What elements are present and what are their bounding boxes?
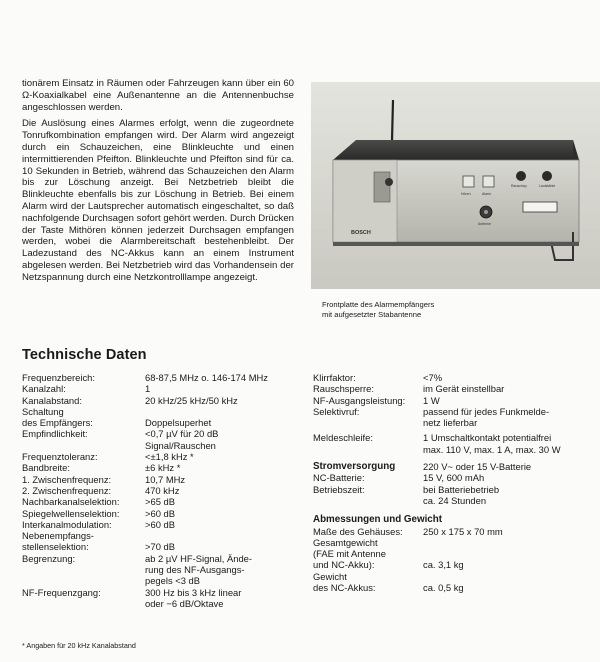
meter-window bbox=[523, 202, 557, 212]
spec-row: Gewicht des NC-Akkus: ca. 0,5 kg bbox=[313, 570, 464, 594]
spec-row: Gesamtgewicht (FAE mit Antenne und NC-Akku): ca. 3,1 kg bbox=[313, 536, 464, 571]
spec-row: NF-Frequenzgang: 300 Hz bis 3 kHz linear oder −6 dB/Oktave bbox=[22, 586, 242, 609]
intro-text bbox=[22, 78, 294, 289]
spec-row: Spiegelwellenselektion: >60 dB bbox=[22, 507, 175, 519]
spec-row: Betriebszeit: bei Batteriebetrieb ca. 24 Stunden bbox=[313, 483, 500, 506]
dims-heading-row bbox=[313, 514, 593, 525]
spec-row: Maße des Gehäuses: 250 x 175 x 70 mm bbox=[313, 525, 503, 537]
spec-row: Nachbarkanalselektion: >65 dB bbox=[22, 496, 175, 508]
spec-row: Bandbreite: ±6 kHz * bbox=[22, 462, 181, 474]
button-alarm bbox=[483, 176, 494, 187]
spec-row: Selektivruf: passend für jedes Funkmelde- netz lieferbar bbox=[313, 405, 550, 429]
svg-text:Rauschsp.: Rauschsp. bbox=[511, 184, 528, 188]
button-hoeren bbox=[463, 176, 474, 187]
spec-row: 2. Zwischenfrequenz: 470 kHz bbox=[22, 484, 180, 496]
receiver-illustration bbox=[311, 82, 600, 289]
spec-row: Begrenzung: ab 2 µV HF-Signal, Ände- rung des NF-Ausgangs- pegels <3 dB bbox=[22, 552, 253, 587]
device-photo bbox=[311, 82, 600, 289]
spec-row: Schaltung des Empfängers: Doppelsuperhet bbox=[22, 405, 212, 429]
spec-row: Frequenzbereich: 68-87,5 MHz o. 146-174 MHz bbox=[22, 372, 268, 383]
spec-row: Kanalabstand: 20 kHz/25 kHz/50 kHz bbox=[22, 394, 238, 406]
svg-text:Hören: Hören bbox=[461, 192, 471, 196]
spec-row: Rauschsperre: im Gerät einstellbar bbox=[313, 383, 505, 395]
dims-heading: Abmessungen und Gewicht bbox=[313, 514, 443, 526]
spec-row: NF-Ausgangsleistung: 1 W bbox=[313, 394, 440, 406]
spec-row: Meldeschleife: 1 Umschaltkontakt potentialfrei max. 110 V, max. 1 A, max. 30 W bbox=[313, 432, 561, 455]
spec-row: Klirrfaktor: <7% bbox=[313, 372, 443, 383]
photo-caption: Frontplatte des Alarmempfängers mit aufgesetzter Stabantenne bbox=[322, 300, 435, 319]
power-heading-row: Stromversorgung 220 V~ oder 15 V-Batterie bbox=[313, 461, 532, 473]
spec-row: NC-Batterie: 15 V, 600 mAh bbox=[313, 472, 485, 484]
spec-row: 1. Zwischenfrequenz: 10,7 MHz bbox=[22, 473, 186, 485]
spec-row: Nebenempfangs- stellenselektion: >70 dB bbox=[22, 530, 175, 553]
section-title: Technische Daten bbox=[22, 347, 147, 363]
footnote: * Angaben für 20 kHz Kanalabstand bbox=[22, 641, 136, 650]
antenna-socket bbox=[374, 172, 390, 202]
spec-row: Frequenztoleranz: <±1,8 kHz * bbox=[22, 451, 194, 463]
svg-text:Antenne: Antenne bbox=[478, 222, 492, 226]
spec-row: Interkanalmodulation: >60 dB bbox=[22, 518, 175, 530]
knob-lautstaerke bbox=[542, 171, 552, 181]
case-top bbox=[333, 140, 579, 160]
brand-label: BOSCH bbox=[351, 230, 371, 236]
spec-row: Empfindlichkeit: <0,7 µV für 20 dB Signal/Rauschen bbox=[22, 428, 219, 451]
power-heading: Stromversorgung bbox=[313, 461, 396, 473]
intro-paragraph-2: Die Auslösung eines Alarmes erfolgt, wenn die zugeordnete Tonrufkombination empfangen wird. Der Alarm wird angezeigt durch ein Schauzeichen, eine Blinkleuchte und einen intermittierenden Pfeifton. Blinkleuchte und Pfeifton sind für ca. 10 Sekunden in Betrieb, während das Schauzeichen den Alarm bis zur Löschung anzeigt. Bei Netzbetrieb bleibt die Blinkleuchte ebenfalls bis zur Löschung in Betrieb. Bei einem Alarm wird der Lautsprecher automatisch eingeschaltet, so daß nachfolgende Durchsagen sofort gehört werden. Durch Drücken der Taste Mithören können jederzeit Durchsagen empfangen werden, wobei die Alarmbereitschaft bestehenbleibt. Der Ladezustand des NC-Akkus kann an einem Instrument abgelesen werden. Bei Netzbetrieb wird das Vorhandensein der Netzspannung durch eine Netzkontrolllampe angezeigt. bbox=[22, 118, 294, 283]
spec-row: Kanalzahl: 1 bbox=[22, 383, 151, 395]
specs-left-column bbox=[22, 372, 292, 609]
antenna-knob bbox=[385, 178, 393, 186]
knob-rauschsperre bbox=[516, 171, 526, 181]
svg-text:Alarm: Alarm bbox=[482, 192, 492, 196]
intro-paragraph-1: tionärem Einsatz in Räumen oder Fahrzeugen kann über ein 60 Ω-Koaxialkabel eine Außenantenne an die Antennenbuchse angeschlossen werden. bbox=[22, 78, 294, 113]
specs-right-column bbox=[313, 372, 593, 593]
svg-text:Lautstärke: Lautstärke bbox=[539, 184, 556, 188]
